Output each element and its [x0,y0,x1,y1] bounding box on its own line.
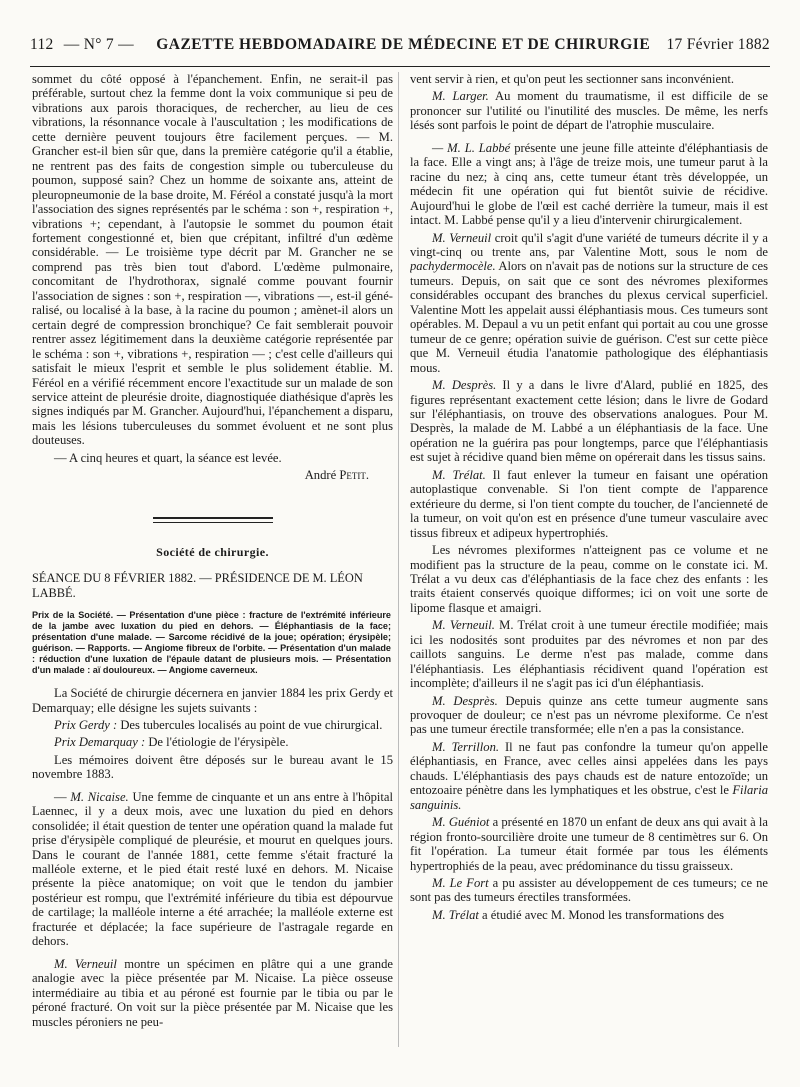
speaker-name: M. Terrillon. [432,739,500,754]
speaker-text: Au moment du traumatisme, il est difficile de se prononcer sur l'utilité ou l'inutilité des muscles. De même, les nerfs lésés sont parfois le point de départ de l'atrophie musculaire. [410,89,768,133]
speaker-text: Il y a dans le livre d'Alard, publié en 1825, des figures représentant exactement cette lésion; dans le livre de Godard sur l'éléphantiasis, on trouve des observations analogues. Pour M. Desprès, la malade de M. Labbé a un éléphantiasis de la face. Une opération ne la guérira pas pour longtemps, parce que l'éléphantiasis est sujet à récidive quand bien même on opérerait dans les tissus sains. [410,378,768,465]
signature-last-name: Petit. [339,468,369,483]
speaker-text: Il faut enlever la tumeur en faisant une opération autoplastique convenable. Si l'on tient compte de l'apparence extérieure du derme, si l'on tient compte du toucher, de l'ancienneté de la tumeur, on voit qu'on est en présence d'une tumeur vasculaire avec tissus fibreux et adipeux hypertrophiés. [410,467,768,540]
session-summary [32,610,393,676]
issue-date: 17 Février 1882 [666,36,770,53]
speaker-text: croit qu'il s'agit d'une variété de tumeurs décrite il y a vingt-cinq ou trente ans, par Valentine Mott, sous le nom de [410,230,768,259]
running-head-left [30,36,140,54]
left-column [32,72,393,1047]
paragraph: La Société de chirurgie décernera en janvier 1884 les prix Gerdy et Demarquay; elle désigne les sujets suivants : [32,686,393,715]
speaker-name: M. Larger. [432,89,489,104]
prize-subject: De l'étiologie de l'érysipèle. [145,735,289,750]
paragraph [32,957,393,1029]
speaker-text: M. Trélat croit à une tumeur érectile modifiée; mais ici les nodosités sont produites par des névromes et non par des caillots sanguins. Le derme n'est pas malade, comme dans l'éléphantiasis. Les éléphantiasis récidivent quand l'opération est incomplète; d'ailleurs il ne s'agit pas ici d'un éléphantiasis. [410,618,768,691]
speaker-text: Alors on n'avait pas de notions sur la structure de ces tumeurs. Depuis, on sait que ce sont des névromes plexiformes considérables occupant des branches du plexus cervical superficiel. Valentine Mott les appelait aussi éléphantiasis mous. Ces tumeurs sont opérables. M. Depaul a vu un petit enfant qui portait au cou une grosse tumeur de ce genre; opération suivie de guérison. C'est sur cette pièce que M. Verneuil étudia l'anatomie pathologique des éléphantiasis mous. [410,259,768,375]
paragraph [410,694,768,737]
speaker-text: a présenté en 1870 un enfant de deux ans qui avait à la région fronto-sourcilière droite une tumeur de 8 centimètres sur 6. On fit l'opération. La tumeur était formée par tous les éléments hypertrophiés de la peau, avec prédominance du tissu graisseux. [410,815,768,873]
speaker-name: M. Verneuil. [432,618,495,633]
paragraph [410,141,768,228]
speaker-text: Il ne faut pas confondre la tumeur qu'on appelle éléphantiasis, en France, avec celles ainsi appelées dans les pays chauds. L'éléphantiasis des pays chauds est de nature entozoïde; un entozoaire pénètre dans les lymphatiques et les obstrue, c'est le [410,739,768,798]
term: pachydermocèle. [410,259,496,274]
column-divider [398,72,399,1047]
right-column [410,72,768,1047]
paragraph [410,815,768,873]
paragraph [410,876,768,905]
paragraph [32,790,393,949]
prize-label: Prix Demarquay : [54,735,146,750]
speaker-text: montre un spécimen en plâtre qui a une grande analogie avec la pièce présentée par M. Nicaise. La pièce osseuse intermédiaire au tibia et au péroné est fournie par le tibia ou par le péroné fracturé. On voit sur la pièce présentée par M. Nicaise que les muscles péroniers ne peu- [32,956,393,1029]
speaker-text: Depuis quinze ans cette tumeur augmente sans provoquer de douleur; ce n'est pas un névrome plexiforme. Ce n'est pas une tumeur érectile transformée; elle n'en a pas la consistance. [410,693,768,737]
section-title: Société de chirurgie. [156,544,269,559]
speaker-text: a étudié avec M. Monod les transformations des [478,907,725,922]
speaker-name: M. Trélat. [432,467,486,482]
speaker-name: M. Desprès. [432,378,497,393]
speaker-name: M. Verneuil [432,230,492,245]
issue-number: — N° 7 — [63,36,134,53]
speaker-text: Une femme de cinquante et un ans entre à l'hôpital Laennec, il y a deux mois, avec une luxation du pied en dehors consolidée; il était question de tenter une opération quand la malade fut prise d'érysipèle compliqué de pleurésie, et mourut en quelques jours. Dans le courant de l'année 1881, cette femme s'était fracturé la malléole externe, et le pied était resté luxé en dehors. M. Nicaise présente la pièce anatomique; on voit que le tendon du jambier postérieur est rompu, que l'extrémité inférieure du tibia est dépourvue de cartilage; la malléole interne a été arrachée; la malléole externe est fracturée et déplacée; la face supérieure de l'astragale regarde en dehors. [32,789,393,949]
speaker-text: a pu assister au développement de ces tumeurs; ce ne sont pas des tumeurs érectiles transformées. [410,876,768,905]
speaker-name: M. Trélat [432,907,479,922]
paragraph [410,89,768,132]
speaker-name: M. Verneuil [54,956,117,971]
speaker-text: présente une jeune fille atteinte d'éléphantiasis de la face. Elle a vingt ans; à l'âge de treize mois, une tumeur parut à la racine du nez; à cinq ans, cette tumeur étant très développée, un médecin fit une opération qui fut bientôt suivie de récidive. Aujourd'hui le globe de l'œil est caché derrière la tumeur, mais il est intact. M. Labbé pense qu'il y a lieu d'intervenir chirurgicalement. [410,140,768,228]
signature-first-name: André [304,468,337,483]
prize-gerdy [32,718,393,732]
speaker-dash: — [54,789,71,804]
paragraph [410,231,768,376]
journal-title: GAZETTE HEBDOMADAIRE DE MÉDECINE ET DE CHIRURGIE [156,36,651,53]
author-signature [32,468,393,482]
term: Filaria sanguinis. [410,783,768,812]
paragraph [410,468,768,540]
running-head [30,36,770,67]
speaker-name: — M. L. Labbé [432,140,511,155]
prize-label: Prix Gerdy : [54,717,118,732]
paragraph: Les mémoires doivent être déposés sur le bureau avant le 15 novembre 1883. [32,752,393,782]
session-heading: SÉANCE DU 8 FÉVRIER 1882. — PRÉSIDENCE DE M. LÉON LABBÉ. [32,571,363,600]
summary-text: Prix de la Société. — Présentation d'une pièce : fracture de l'extrémité inférieure de la jambe avec luxation du pied en dehors. — Éléphantiasis de la face; présentation d'une malade. — Sarcome récidivé de la joue; opération; érysipèle; guérison. — Rapports. — Angiome fibreux de l'orbite. — Présentation d'un malade : réduction d'une luxation de l'épaule datant de plusieurs mois. — Présentation d'un malade : aï douloureux. — Angiome caverneux. [32,610,391,676]
paragraph [410,908,768,922]
paragraph [410,618,768,690]
prize-demarquay [32,735,393,749]
paragraph: — A cinq heures et quart, la séance est levée. [54,450,282,465]
paragraph: vent servir à rien, et qu'on peut les sectionner sans inconvénient. [410,72,735,86]
paragraph: sommet du côté opposé à l'épanchement. Enfin, ne serait-il pas préférable, surtout chez la femme dont la voix communique si peu de vibrations aux parois thoraciques, de rechercher, au lieu de ces vibrations, la résonnance vocale à l'auscultation ; les modifications de cette dernière peuvent toujours être facilement perçues. — M. Grancher est-il bien sûr que, dans la première catégorie qu'il a établie, ne rentrent pas des faits de congestion simple ou tuberculeuse du poumon, supposé sain? Chez un homme de soixante ans, atteint de pleuropneumonie de la base droite, M. Féréol a constaté jusqu'à la mort l'association des signes représentés par le schéma : son +, respiration +, vibrations +; cependant, à l'autopsie le sommet du poumon était fortement congestionné et, bien que crépitant, infiltré d'un œdème considérable. — Le troisième type décrit par M. Grancher ne se comprend pas très bien tout d'abord. L'œdème pulmonaire, concomitant de l'hydrothorax, signalé comme pouvant fournir l'association de signes : son +, respiration —, vibrations —, est-il généralisé, ou localisé à la base, à la racine du poumon ; amènet-il alors un certain degré de compression bronchique? Ce fait semblerait pouvoir rentrer assez légitimement dans la deuxième catégorie représentée par le schéma : son +, vibrations +, respiration — ; c'est celle d'ailleurs qui satisfait le mieux l'esprit et semble le plus solidement établie. M. Féréol en a vérifié récemment encore l'exactitude sur un malade de son service atteint de pleurésie droite, diagnostiquée diathésique d'après les signes indiqués par M. Grancher. Aujourd'hui, l'épanchement a disparu, mais les lésions tuberculeuses du sommet évoluent et ne sont plus douteuses. [32,72,393,448]
paragraph: Les névromes plexiformes n'atteignent pas ce volume et ne modifient pas la structure de la peau, comme on le constate ici. M. Trélat a vu deux cas d'éléphantiasis de la face chez des enfants : les traits étaient conservés quoique difformes; ici on voit une sorte de lipome flasque et amaigri. [410,543,768,615]
prize-subject: Des tubercules localisés au point de vue chirurgical. [117,717,383,732]
section-divider [153,517,273,523]
paragraph [410,378,768,465]
speaker-name: M. Guéniot [432,815,490,830]
paragraph [410,740,768,812]
speaker-name: M. Nicaise. [70,789,129,804]
speaker-name: M. Desprès. [432,693,498,708]
page-number: 112 [30,36,54,53]
speaker-name: M. Le Fort [432,876,489,891]
